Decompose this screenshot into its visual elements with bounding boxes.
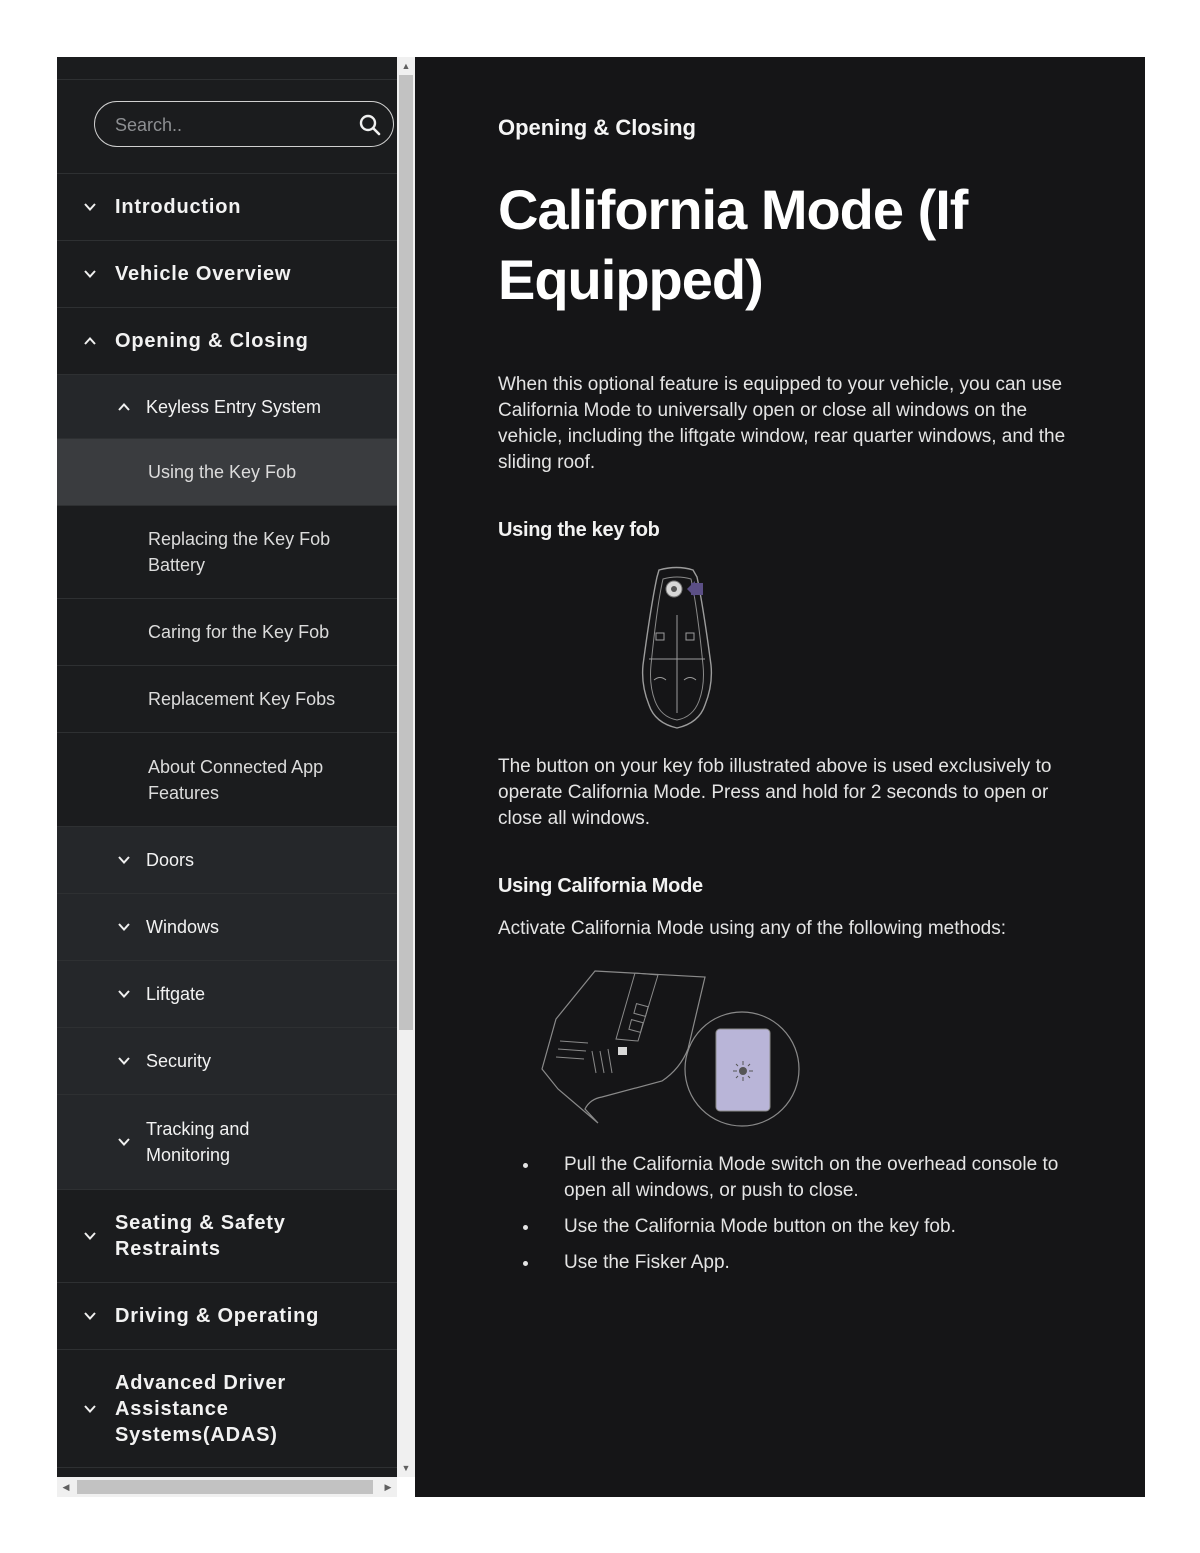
nav-item-using-key-fob[interactable] [57, 439, 397, 506]
sidebar-top-divider [57, 57, 397, 80]
overhead-console-illustration [540, 969, 805, 1131]
chevron-down-icon [83, 267, 97, 281]
chevron-down-icon [117, 1054, 131, 1068]
nav-label: Opening & Closing [115, 330, 309, 352]
key-fob-illustration [627, 565, 727, 731]
nav-item-replacement-key-fobs[interactable] [57, 666, 397, 733]
nav-label: Replacement Key Fobs [148, 689, 336, 709]
nav-label: Introduction [115, 196, 242, 218]
nav-label: Vehicle Overview [115, 263, 292, 285]
intro-paragraph: When this optional feature is equipped to your vehicle, you can use California Mode to universally open or close all windows on the vehicle, including the liftgate window, rear quarter windows, and the sliding roof. [498, 374, 1066, 473]
nav-label: Windows [146, 917, 220, 937]
scrollbar-corner [397, 1477, 415, 1497]
chevron-down-icon [83, 1229, 97, 1243]
nav-item-adas[interactable] [57, 1350, 397, 1468]
list-item-text: Use the California Mode button on the key fob. [564, 1216, 956, 1237]
search-icon[interactable] [359, 114, 381, 136]
scroll-up-arrow-icon[interactable]: ▲ [401, 61, 411, 71]
nav-item-seating-safety[interactable] [57, 1190, 397, 1283]
keyfob-paragraph: The button on your key fob illustrated above is used exclusively to operate California Mode. Press and hold for 2 seconds to open or close all windows. [498, 756, 1052, 829]
nav-label: Driving & Operating [115, 1305, 320, 1327]
bullet-dot [523, 1225, 528, 1230]
nav-label: Seating & Safety Restraints [115, 1212, 286, 1260]
list-item [498, 1250, 1088, 1276]
chevron-down-icon [83, 1402, 97, 1416]
chevron-down-icon [117, 920, 131, 934]
nav-item-doors[interactable] [57, 827, 397, 894]
list-item-text: Pull the California Mode switch on the overhead console to open all windows, or push to close. [564, 1154, 1059, 1201]
nav-label: Security [146, 1051, 212, 1071]
nav-item-opening-closing[interactable] [57, 308, 397, 375]
list-item-text: Use the Fisker App. [564, 1252, 730, 1273]
search-input[interactable] [113, 112, 347, 138]
article-content [415, 57, 1145, 1497]
scroll-left-arrow-icon[interactable]: ◀ [62, 1481, 70, 1492]
nav-item-connected-app[interactable] [57, 733, 397, 827]
methods-list [498, 1152, 1088, 1286]
list-item [498, 1214, 1088, 1240]
methods-intro: Activate California Mode using any of the following methods: [498, 918, 1006, 939]
chevron-down-icon [83, 1309, 97, 1323]
bullet-dot [523, 1163, 528, 1168]
list-item [498, 1152, 1088, 1204]
nav-label: Doors [146, 850, 195, 870]
nav-item-caring-key-fob[interactable] [57, 599, 397, 666]
sidebar-nav [57, 57, 397, 1477]
nav-item-keyless-entry[interactable] [57, 375, 397, 439]
page-title: California Mode (If Equipped) [498, 178, 968, 311]
nav-item-liftgate[interactable] [57, 961, 397, 1028]
nav-item-vehicle-overview[interactable] [57, 241, 397, 308]
nav-item-replacing-battery[interactable] [57, 506, 397, 599]
nav-label: Liftgate [146, 984, 206, 1004]
nav-label: Tracking and Monitoring [146, 1119, 250, 1165]
horizontal-scrollbar[interactable] [57, 1477, 397, 1497]
scroll-down-arrow-icon[interactable]: ▼ [401, 1463, 411, 1473]
nav-label: Caring for the Key Fob [148, 622, 330, 642]
nav-label: About Connected App Features [148, 756, 324, 803]
chevron-down-icon [117, 1135, 131, 1149]
bullet-dot [523, 1261, 528, 1266]
nav-label: Keyless Entry System [146, 396, 322, 417]
chevron-down-icon [117, 853, 131, 867]
vertical-scroll-thumb[interactable] [399, 75, 413, 1030]
nav-item-driving-operating[interactable] [57, 1283, 397, 1350]
search-box [94, 101, 394, 147]
nav-label: Using the Key Fob [148, 462, 297, 482]
breadcrumb: Opening & Closing [498, 115, 696, 140]
nav-label: Advanced Driver Assistance Systems(ADAS) [115, 1371, 286, 1446]
scroll-right-arrow-icon[interactable]: ▶ [384, 1481, 392, 1492]
horizontal-scroll-thumb[interactable] [77, 1480, 373, 1494]
vertical-scrollbar[interactable] [397, 57, 415, 1477]
search-container [57, 80, 397, 174]
nav-item-introduction[interactable] [57, 174, 397, 241]
nav-label: Replacing the Key Fob Battery [148, 529, 331, 575]
keyfob-heading: Using the key fob [498, 519, 660, 541]
nav-item-tracking[interactable] [57, 1095, 397, 1190]
chevron-up-icon [117, 400, 131, 414]
nav-item-windows[interactable] [57, 894, 397, 961]
chevron-down-icon [83, 200, 97, 214]
chevron-up-icon [83, 334, 97, 348]
nav-item-security[interactable] [57, 1028, 397, 1095]
chevron-down-icon [117, 987, 131, 1001]
california-mode-heading: Using California Mode [498, 875, 703, 897]
